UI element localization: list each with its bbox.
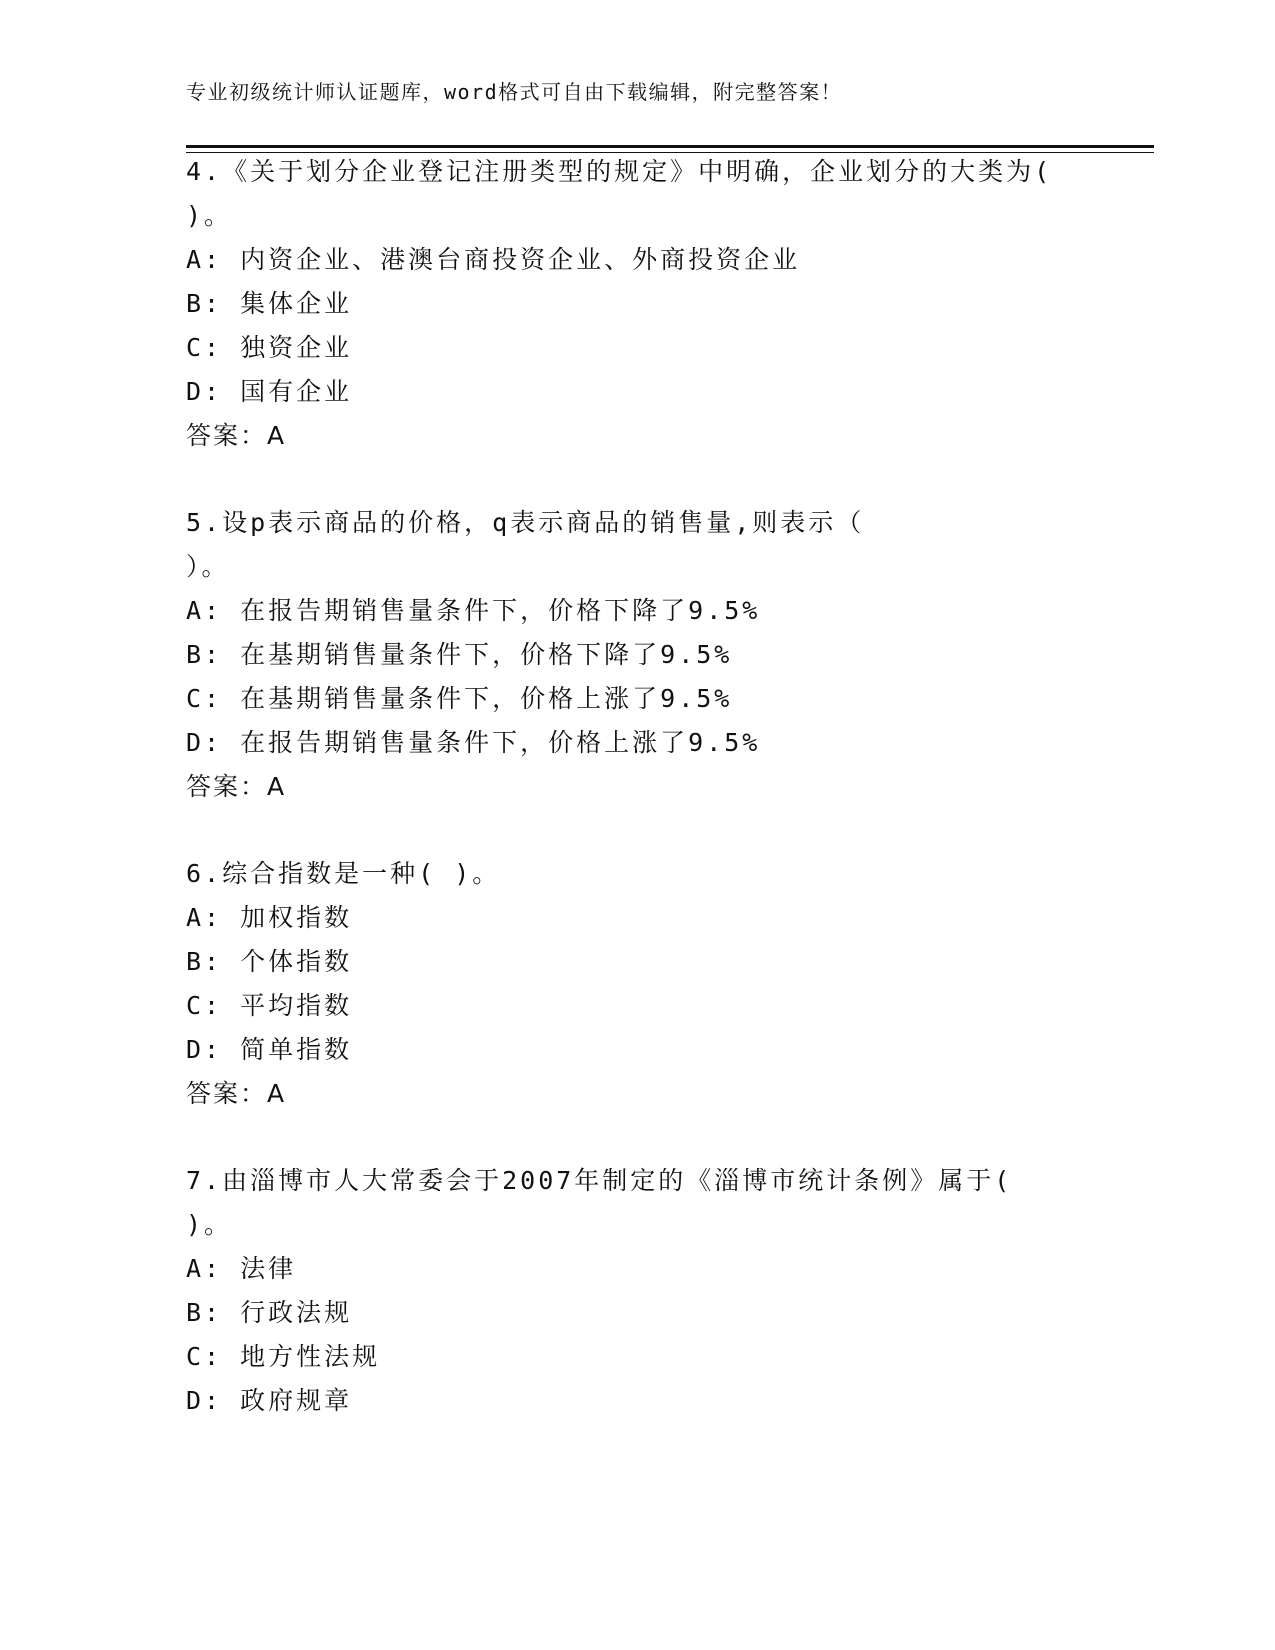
question-5-option-b: B: 在基期销售量条件下，价格下降了9.5% [186,640,733,669]
question-7-option-b: B: 行政法规 [186,1298,353,1327]
document-header: 专业初级统计师认证题库，word格式可自由下载编辑，附完整答案！ [186,80,843,104]
question-5-stem-line2: ）。 [186,552,230,581]
question-4-option-b: B: 集体企业 [186,289,353,318]
question-7-stem-line2: )。 [186,1210,233,1239]
question-6-option-d: D: 简单指数 [186,1035,353,1064]
question-4-option-c: C: 独资企业 [186,333,353,362]
question-7-stem-line1: 7.由淄博市人大常委会于2007年制定的《淄博市统计条例》属于( [186,1166,1013,1195]
question-6-stem-line1: 6.综合指数是一种( )。 [186,859,501,888]
question-5-option-a: A: 在报告期销售量条件下，价格下降了9.5% [186,596,761,625]
question-6-option-a: A: 加权指数 [186,903,353,932]
header-rule-thin [186,152,1154,153]
question-4-stem-line1: 4.《关于划分企业登记注册类型的规定》中明确，企业划分的大类为( [186,157,1053,186]
question-7-option-a: A: 法律 [186,1254,297,1283]
question-6-option-c: C: 平均指数 [186,991,353,1020]
question-5-answer: 答案：A [186,772,287,801]
question-5-stem-line1: 5.设p表示商品的价格，q表示商品的销售量,则表示（ [186,508,865,537]
question-6-option-b: B: 个体指数 [186,947,353,976]
header-rule-thick [186,145,1154,148]
question-5-option-c: C: 在基期销售量条件下，价格上涨了9.5% [186,684,733,713]
question-4-stem-line2: )。 [186,201,233,230]
question-7-option-c: C: 地方性法规 [186,1342,381,1371]
question-6-answer: 答案：A [186,1079,287,1108]
question-4-option-d: D: 国有企业 [186,377,353,406]
question-4-answer: 答案：A [186,421,287,450]
question-4-option-a: A: 内资企业、港澳台商投资企业、外商投资企业 [186,245,801,274]
question-5-option-d: D: 在报告期销售量条件下，价格上涨了9.5% [186,728,761,757]
question-7-option-d: D: 政府规章 [186,1386,353,1415]
